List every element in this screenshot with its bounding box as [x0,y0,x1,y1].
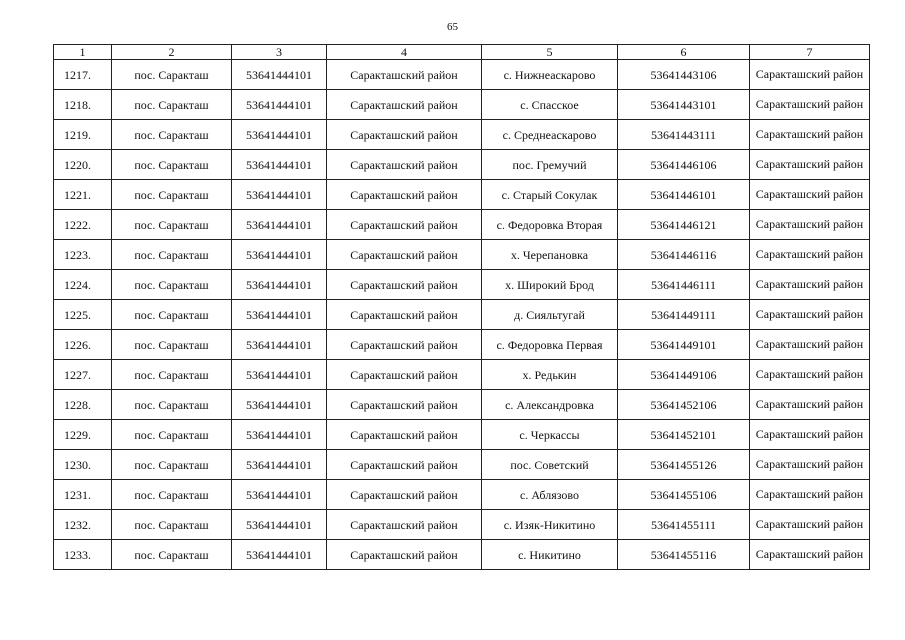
settlement-code-cell: 53641444101 [232,270,327,300]
row-number-cell: 1220. [54,150,112,180]
row-number-cell: 1224. [54,270,112,300]
locality-district-cell: Саракташский район [750,360,870,390]
table-row [54,480,870,510]
locality-code-cell: 53641455111 [618,510,750,540]
locality-code-cell: 53641446111 [618,270,750,300]
settlement-code-cell: 53641444101 [232,90,327,120]
district-cell: Саракташский район [327,300,482,330]
row-number-cell: 1225. [54,300,112,330]
locality-cell: х. Редькин [482,360,618,390]
table-row [54,120,870,150]
table-row [54,360,870,390]
header-cell: 3 [232,45,327,60]
locality-cell: х. Широкий Брод [482,270,618,300]
district-cell: Саракташский район [327,60,482,90]
settlement-code-cell: 53641444101 [232,510,327,540]
locality-district-cell: Саракташский район [750,330,870,360]
table-row [54,270,870,300]
row-number-cell: 1229. [54,420,112,450]
row-number-cell: 1221. [54,180,112,210]
locality-code-cell: 53641455106 [618,480,750,510]
locality-cell: с. Нижнеаскарово [482,60,618,90]
row-number-cell: 1231. [54,480,112,510]
table-row [54,450,870,480]
header-cell: 4 [327,45,482,60]
district-cell: Саракташский район [327,150,482,180]
row-number-cell: 1226. [54,330,112,360]
settlement-code-cell: 53641444101 [232,300,327,330]
table-row [54,90,870,120]
settlement-cell: пос. Саракташ [112,270,232,300]
table-row [54,390,870,420]
row-number-cell: 1227. [54,360,112,390]
settlement-cell: пос. Саракташ [112,360,232,390]
settlement-code-cell: 53641444101 [232,330,327,360]
locality-code-cell: 53641443106 [618,60,750,90]
header-cell: 2 [112,45,232,60]
table-row [54,330,870,360]
settlement-code-cell: 53641444101 [232,180,327,210]
district-cell: Саракташский район [327,510,482,540]
settlement-code-cell: 53641444101 [232,60,327,90]
locality-cell: с. Аблязово [482,480,618,510]
row-number-cell: 1219. [54,120,112,150]
row-number-cell: 1232. [54,510,112,540]
table-row [54,540,870,570]
locality-district-cell: Саракташский район [750,270,870,300]
row-number-cell: 1230. [54,450,112,480]
district-cell: Саракташский район [327,240,482,270]
locality-code-cell: 53641449106 [618,360,750,390]
settlement-cell: пос. Саракташ [112,60,232,90]
locality-cell: с. Черкассы [482,420,618,450]
settlement-code-cell: 53641444101 [232,420,327,450]
settlement-cell: пос. Саракташ [112,510,232,540]
header-cell: 5 [482,45,618,60]
district-cell: Саракташский район [327,420,482,450]
row-number-cell: 1223. [54,240,112,270]
settlement-cell: пос. Саракташ [112,450,232,480]
row-number-cell: 1217. [54,60,112,90]
district-cell: Саракташский район [327,390,482,420]
locality-cell: с. Федоровка Первая [482,330,618,360]
locality-district-cell: Саракташский район [750,180,870,210]
locality-code-cell: 53641455126 [618,450,750,480]
district-cell: Саракташский район [327,480,482,510]
locality-district-cell: Саракташский район [750,60,870,90]
table-body [54,60,870,570]
locality-district-cell: Саракташский район [750,510,870,540]
settlement-code-cell: 53641444101 [232,210,327,240]
locality-district-cell: Саракташский район [750,300,870,330]
locality-district-cell: Саракташский район [750,240,870,270]
settlement-cell: пос. Саракташ [112,210,232,240]
locality-district-cell: Саракташский район [750,480,870,510]
settlement-code-cell: 53641444101 [232,390,327,420]
settlement-cell: пос. Саракташ [112,390,232,420]
locality-code-cell: 53641449111 [618,300,750,330]
locality-cell: с. Старый Сокулак [482,180,618,210]
locality-district-cell: Саракташский район [750,390,870,420]
settlement-cell: пос. Саракташ [112,300,232,330]
settlement-cell: пос. Саракташ [112,480,232,510]
table-row [54,510,870,540]
settlement-cell: пос. Саракташ [112,240,232,270]
table-header [54,45,870,60]
district-cell: Саракташский район [327,120,482,150]
settlement-code-cell: 53641444101 [232,360,327,390]
locality-district-cell: Саракташский район [750,150,870,180]
settlement-cell: пос. Саракташ [112,90,232,120]
locality-district-cell: Саракташский район [750,450,870,480]
locality-code-cell: 53641452101 [618,420,750,450]
row-number-cell: 1228. [54,390,112,420]
locality-cell: с. Изяк-Никитино [482,510,618,540]
locality-code-cell: 53641449101 [618,330,750,360]
district-cell: Саракташский район [327,210,482,240]
locality-cell: с. Александровка [482,390,618,420]
locality-cell: д. Сияльтугай [482,300,618,330]
locality-code-cell: 53641446116 [618,240,750,270]
locality-cell: х. Черепановка [482,240,618,270]
district-cell: Саракташский район [327,330,482,360]
locality-district-cell: Саракташский район [750,120,870,150]
district-cell: Саракташский район [327,90,482,120]
locality-cell: с. Спасское [482,90,618,120]
settlement-code-cell: 53641444101 [232,480,327,510]
locality-code-cell: 53641455116 [618,540,750,570]
locality-code-cell: 53641446121 [618,210,750,240]
locality-code-cell: 53641446106 [618,150,750,180]
table-row [54,150,870,180]
settlement-cell: пос. Саракташ [112,420,232,450]
row-number-cell: 1218. [54,90,112,120]
settlement-table [53,44,870,570]
table-row [54,300,870,330]
district-cell: Саракташский район [327,450,482,480]
settlement-cell: пос. Саракташ [112,330,232,360]
table-row [54,180,870,210]
settlement-code-cell: 53641444101 [232,240,327,270]
header-cell: 1 [54,45,112,60]
locality-code-cell: 53641452106 [618,390,750,420]
settlement-code-cell: 53641444101 [232,120,327,150]
locality-code-cell: 53641443111 [618,120,750,150]
locality-district-cell: Саракташский район [750,90,870,120]
locality-district-cell: Саракташский район [750,540,870,570]
table-row [54,210,870,240]
settlement-code-cell: 53641444101 [232,540,327,570]
page-number: 65 [447,21,458,33]
settlement-cell: пос. Саракташ [112,120,232,150]
settlement-cell: пос. Саракташ [112,150,232,180]
locality-district-cell: Саракташский район [750,420,870,450]
locality-district-cell: Саракташский район [750,210,870,240]
table-row [54,240,870,270]
district-cell: Саракташский район [327,540,482,570]
header-cell: 6 [618,45,750,60]
locality-cell: пос. Советский [482,450,618,480]
district-cell: Саракташский район [327,180,482,210]
locality-cell: с. Федоровка Вторая [482,210,618,240]
header-row [54,45,870,60]
row-number-cell: 1222. [54,210,112,240]
settlement-code-cell: 53641444101 [232,450,327,480]
table-row [54,60,870,90]
header-cell: 7 [750,45,870,60]
settlement-cell: пос. Саракташ [112,180,232,210]
locality-cell: с. Среднеаскарово [482,120,618,150]
row-number-cell: 1233. [54,540,112,570]
table-row [54,420,870,450]
locality-code-cell: 53641446101 [618,180,750,210]
locality-code-cell: 53641443101 [618,90,750,120]
district-cell: Саракташский район [327,360,482,390]
settlement-cell: пос. Саракташ [112,540,232,570]
district-cell: Саракташский район [327,270,482,300]
locality-cell: с. Никитино [482,540,618,570]
settlement-code-cell: 53641444101 [232,150,327,180]
locality-cell: пос. Гремучий [482,150,618,180]
